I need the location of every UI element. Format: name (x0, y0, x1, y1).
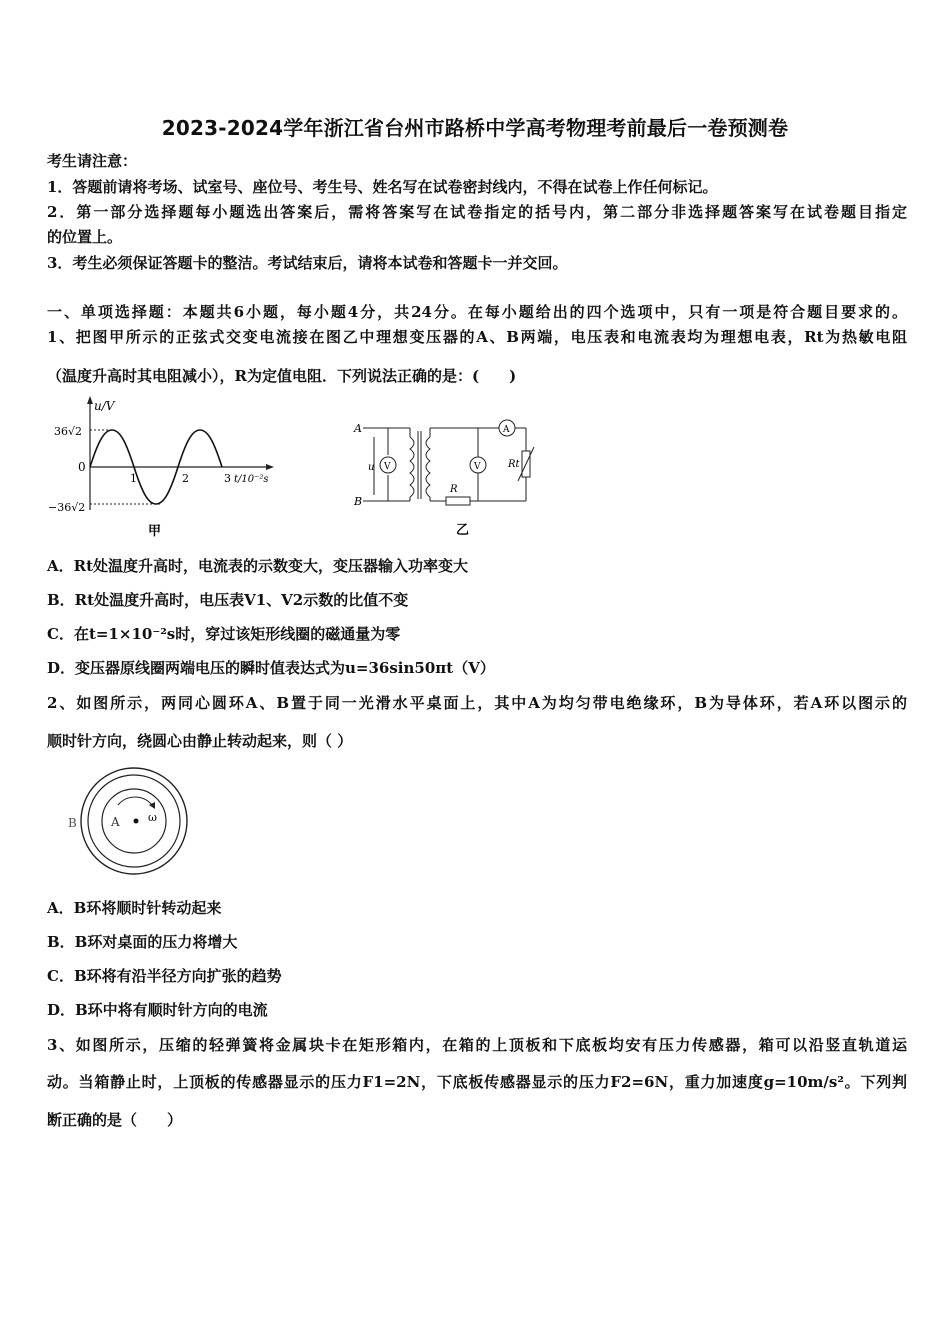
q2-stem-line1: 2、如图所示，两同心圆环A、B置于同一光滑水平桌面上，其中A为均匀带电绝缘环，B为导体环，若A环以图示的 (47, 694, 907, 712)
q3-stem-line3: 断正确的是（ ） (47, 1111, 183, 1129)
caption-jia: 甲 (148, 524, 162, 539)
notice-item-2-cont: 的位置上。 (47, 228, 123, 246)
q1-option-a: A．Rt处温度升高时，电流表的示数变大，变压器输入功率变大 (47, 557, 469, 575)
tick-2: 2 (182, 472, 189, 485)
center-dot (134, 819, 139, 824)
resistor-R-label: R (450, 484, 458, 495)
q3-stem-line2: 动。当箱静止时，上顶板的传感器显示的压力F1=2N，下底板传感器显示的压力F2=6N，重力加速度g=10m/s²。下列判 (47, 1073, 907, 1091)
caption-yi: 乙 (456, 523, 470, 538)
x-axis-arrow (266, 464, 274, 470)
q2-option-d: D．B环中将有顺时针方向的电流 (47, 1001, 268, 1019)
primary-coil (410, 437, 414, 497)
terminal-A-label: A (354, 422, 362, 435)
ring-B-label: B (68, 816, 77, 830)
q1-option-d: D．变压器原线圈两端电压的瞬时值表达式为u=36sin50πt（V） (47, 659, 495, 677)
notice-item-3: 3．考生必须保证答题卡的整洁。考试结束后，请将本试卷和答题卡一并交回。 (47, 254, 568, 272)
thermistor-label: Rt (508, 459, 520, 470)
q2-option-c: C．B环将有沿半径方向扩张的趋势 (47, 967, 282, 985)
notice-item-2: 2．第一部分选择题每小题选出答案后，需将答案写在试卷指定的括号内，第二部分非选择题答案写在试卷题目指定 (47, 203, 907, 221)
ring-A-label: A (111, 815, 120, 829)
notice-heading: 考生请注意： (47, 152, 138, 170)
figure-yi-circuit (350, 415, 550, 545)
voltmeter-v1-label: V (384, 462, 391, 472)
q2-option-a: A．B环将顺时针转动起来 (47, 899, 222, 917)
q1-option-c: C．在t=1×10⁻²s时，穿过该矩形线圈的磁通量为零 (47, 625, 401, 643)
q2-stem-line2: 顺时针方向，绕圆心由静止转动起来，则（ ） (47, 732, 353, 750)
u-label: u (368, 462, 375, 473)
q2-option-b: B．B环对桌面的压力将增大 (47, 933, 238, 951)
y-max-label: 36√2 (54, 425, 83, 438)
page-title: 2023-2024学年浙江省台州市路桥中学高考物理考前最后一卷预测卷 (161, 116, 789, 140)
axis-u-label: u/V (94, 399, 115, 413)
rotation-arrow (118, 797, 152, 805)
q3-stem-line1: 3、如图所示，压缩的轻弹簧将金属块卡在矩形箱内，在箱的上顶板和下底板均安有压力传感器，箱可以沿竖直轨道运 (47, 1036, 907, 1054)
omega-label: ω (148, 811, 157, 824)
q1-stem-line1: 1、把图甲所示的正弦式交变电流接在图乙中理想变压器的A、B两端，电压表和电流表均为理想电表，Rt为热敏电阻 (47, 328, 907, 346)
axis-t-label: t/10⁻²s (234, 474, 269, 485)
q1-stem-line2: （温度升高时其电阻减小），R为定值电阻．下列说法正确的是：( ) (47, 367, 517, 385)
tick-1: 1 (130, 472, 137, 485)
resistor-R (446, 497, 470, 505)
y-min-label: −36√2 (48, 501, 86, 514)
origin-label: 0 (78, 460, 86, 474)
section-heading: 一、单项选择题：本题共6小题，每小题4分，共24分。在每小题给出的四个选项中，只有一项是符合题目要求的。 (47, 303, 907, 321)
tick-3: 3 (224, 472, 231, 485)
notice-item-1: 1．答题前请将考场、试室号、座位号、考生号、姓名写在试卷密封线内，不得在试卷上作任何标记。 (47, 178, 718, 196)
terminal-B-label: B (354, 495, 363, 508)
ammeter-label: A (503, 425, 510, 435)
figure-concentric-rings (60, 765, 200, 877)
y-axis-arrow (87, 396, 93, 404)
figure-jia-sine-graph (48, 392, 288, 542)
secondary-coil (426, 437, 430, 497)
q1-option-b: B．Rt处温度升高时，电压表V1、V2示数的比值不变 (47, 591, 409, 609)
voltmeter-v2-label: V (474, 462, 481, 472)
